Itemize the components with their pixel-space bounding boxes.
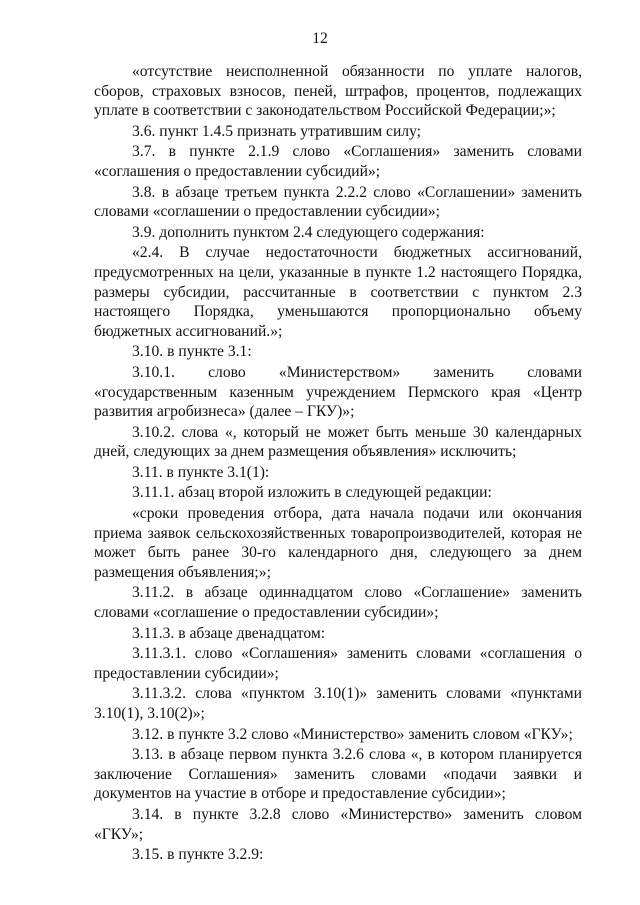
paragraph: 3.14. в пункте 3.2.8 слово «Министерство» заменить словом «ГКУ»; bbox=[94, 805, 582, 843]
paragraph: 3.15. в пункте 3.2.9: bbox=[132, 846, 264, 864]
paragraph: 3.9. дополнить пунктом 2.4 следующего содержания: bbox=[132, 223, 485, 241]
paragraph: 3.10.2. слова «, который не может быть меньше 30 календарных дней, следующих за днем размещения объявления» исключить; bbox=[94, 423, 582, 461]
paragraph: 3.6. пункт 1.4.5 признать утратившим силу; bbox=[132, 122, 422, 140]
paragraph: 3.12. в пункте 3.2 слово «Министерство» заменить словом «ГКУ»; bbox=[132, 725, 573, 743]
paragraph: 3.11.1. абзац второй изложить в следующей редакции: bbox=[132, 484, 492, 502]
document-body bbox=[94, 62, 582, 865]
paragraph: 3.11.3.1. слово «Соглашения» заменить словами «соглашения о предоставлении субсидии»; bbox=[94, 645, 582, 682]
paragraph: «отсутствие неисполненной обязанности по уплате налогов, сборов, страховых взносов, пеней, штрафов, процентов, подлежащих уплате в соответствии с законодательством Российской Федерации;»; bbox=[94, 63, 582, 120]
paragraph: 3.11.3. в абзаце двенадцатом: bbox=[132, 624, 326, 642]
paragraph: 3.10.1. слово «Министерством» заменить словами «государственным казенным учреждением Пермского края «Центр развития агробизнеса» (далее – ГКУ)»; bbox=[94, 363, 582, 421]
page-number: 12 bbox=[312, 30, 328, 47]
paragraph: 3.11.3.2. слова «пунктом 3.10(1)» заменить словами «пунктами 3.10(1), 3.10(2)»; bbox=[94, 685, 582, 722]
paragraph: 3.7. в пункте 2.1.9 слово «Соглашения» заменить словами «соглашения о предоставлении субсидий»; bbox=[94, 143, 582, 180]
paragraph: «сроки проведения отбора, дата начала подачи или окончания приема заявок сельскохозяйственных товаропроизводителей, которая не может быть ранее 30-го календарного дня, следующего за днем размещения объявления;»; bbox=[94, 505, 582, 581]
paragraph: 3.10. в пункте 3.1: bbox=[132, 343, 252, 361]
paragraph: 3.11. в пункте 3.1(1): bbox=[132, 463, 270, 481]
paragraph: 3.8. в абзаце третьем пункта 2.2.2 слово «Соглашении» заменить словами «соглашении о предоставлении субсидии»; bbox=[94, 183, 582, 221]
paragraph: 3.11.2. в абзаце одиннадцатом слово «Соглашение» заменить словами «соглашение о предоставлении субсидии»; bbox=[94, 584, 582, 622]
paragraph: 3.13. в абзаце первом пункта 3.2.6 слова «, в котором планируется заключение Соглашения» заменить словами «подачи заявки и документов на участие в отборе и предоставление субсидии»; bbox=[94, 746, 582, 803]
paragraph: «2.4. В случае недостаточности бюджетных ассигнований, предусмотренных на цели, указанные в пункте 1.2 настоящего Порядка, размеры субсидии, рассчитанные в соответствии с пунктом 2.3 настоящего Порядка, уменьшаются пропорционально объему бюджетных ассигнований.»; bbox=[94, 244, 582, 340]
